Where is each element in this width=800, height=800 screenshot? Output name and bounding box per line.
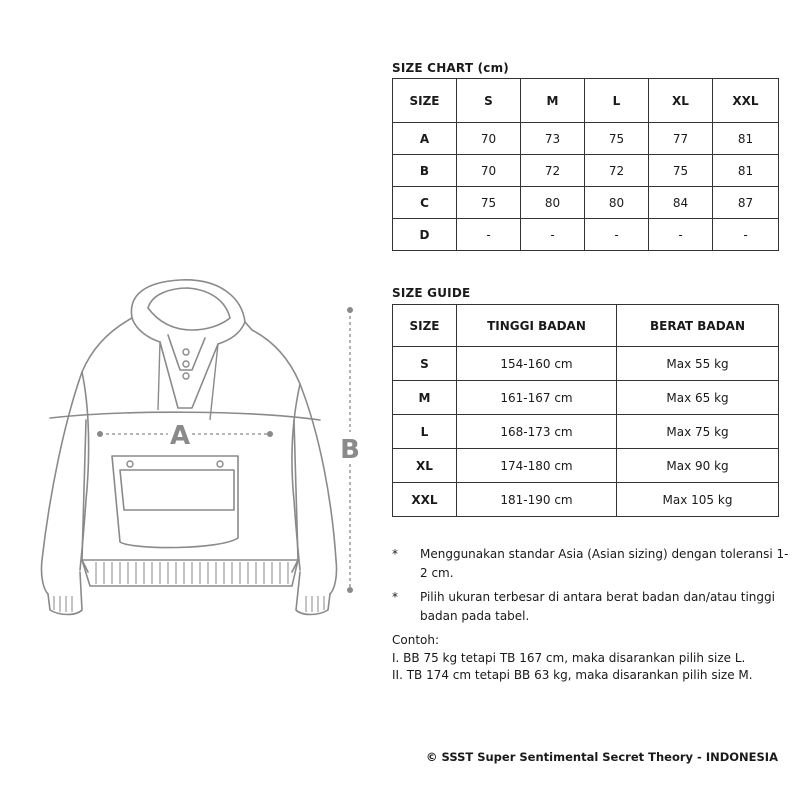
row-label: XL (393, 449, 457, 483)
table-cell: 75 (585, 123, 649, 155)
table-cell: 80 (585, 187, 649, 219)
table-row (393, 415, 779, 449)
column-header: XL (649, 79, 713, 123)
snap-button (183, 349, 189, 355)
column-header: SIZE (393, 305, 457, 347)
note-item (392, 545, 792, 585)
table-row (393, 347, 779, 381)
row-label: S (393, 347, 457, 381)
measurement-label-b: B (340, 435, 360, 465)
table-cell: 174-180 cm (457, 449, 617, 483)
example-line: I. BB 75 kg tetapi TB 167 cm, maka disarankan pilih size L. (392, 650, 746, 665)
table-cell: 81 (713, 123, 779, 155)
table-cell: 87 (713, 187, 779, 219)
row-label: L (393, 415, 457, 449)
table-cell: - (585, 219, 649, 251)
column-header: TINGGI BADAN (457, 305, 617, 347)
table-cell: - (457, 219, 521, 251)
table-row (393, 381, 779, 415)
table-cell: - (521, 219, 585, 251)
snap-button (183, 373, 189, 379)
example-line: II. TB 174 cm tetapi BB 63 kg, maka disarankan pilih size M. (392, 668, 753, 682)
size-guide-table (392, 304, 779, 517)
table-cell: 181-190 cm (457, 483, 617, 517)
size-chart-table (392, 78, 779, 251)
table-cell: 72 (521, 155, 585, 187)
column-header: M (521, 79, 585, 123)
size-guide-title: SIZE GUIDE (392, 286, 471, 300)
table-cell: 72 (585, 155, 649, 187)
row-label: C (393, 187, 457, 219)
column-header: SIZE (393, 79, 457, 123)
left-cuff (48, 572, 82, 615)
hem-band (82, 560, 298, 586)
table-row (393, 187, 779, 219)
table-cell: 81 (713, 155, 779, 187)
note-text: Pilih ukuran terbesar di antara berat badan dan/atau tinggi badan pada tabel. (420, 590, 775, 623)
table-cell: Max 75 kg (617, 415, 779, 449)
table-row (393, 155, 779, 187)
table-row (393, 123, 779, 155)
column-header: S (457, 79, 521, 123)
table-row (393, 483, 779, 517)
table-cell: 161-167 cm (457, 381, 617, 415)
table-cell: 168-173 cm (457, 415, 617, 449)
note-text: Menggunakan standar Asia (Asian sizing) dengan toleransi 1-2 cm. (420, 547, 789, 580)
table-header-row (393, 305, 779, 347)
table-cell: 84 (649, 187, 713, 219)
note-marker: * (392, 590, 398, 604)
right-cuff (296, 572, 330, 615)
table-cell: - (649, 219, 713, 251)
snap-button (183, 361, 189, 367)
note-marker: * (392, 547, 398, 561)
copyright-footer: © SSST Super Sentimental Secret Theory - INDONESIA (426, 750, 778, 764)
table-cell: Max 55 kg (617, 347, 779, 381)
table-cell: 154-160 cm (457, 347, 617, 381)
table-cell: 77 (649, 123, 713, 155)
table-cell: 73 (521, 123, 585, 155)
column-header: L (585, 79, 649, 123)
table-cell: 70 (457, 123, 521, 155)
table-cell: 70 (457, 155, 521, 187)
hoodie-illustration (20, 260, 370, 620)
table-header-row (393, 79, 779, 123)
table-row (393, 449, 779, 483)
row-label: XXL (393, 483, 457, 517)
note-item (392, 588, 792, 628)
row-label: D (393, 219, 457, 251)
table-cell: 75 (457, 187, 521, 219)
table-cell: Max 65 kg (617, 381, 779, 415)
row-label: M (393, 381, 457, 415)
column-header: XXL (713, 79, 779, 123)
table-row (393, 219, 779, 251)
table-cell: Max 90 kg (617, 449, 779, 483)
table-cell: 80 (521, 187, 585, 219)
table-cell: 75 (649, 155, 713, 187)
row-label: A (393, 123, 457, 155)
row-label: B (393, 155, 457, 187)
example-block (392, 632, 797, 685)
table-cell: - (713, 219, 779, 251)
table-cell: Max 105 kg (617, 483, 779, 517)
measurement-label-a: A (169, 421, 191, 451)
column-header: BERAT BADAN (617, 305, 779, 347)
size-chart-title: SIZE CHART (cm) (392, 61, 509, 75)
example-heading: Contoh: (392, 633, 440, 647)
